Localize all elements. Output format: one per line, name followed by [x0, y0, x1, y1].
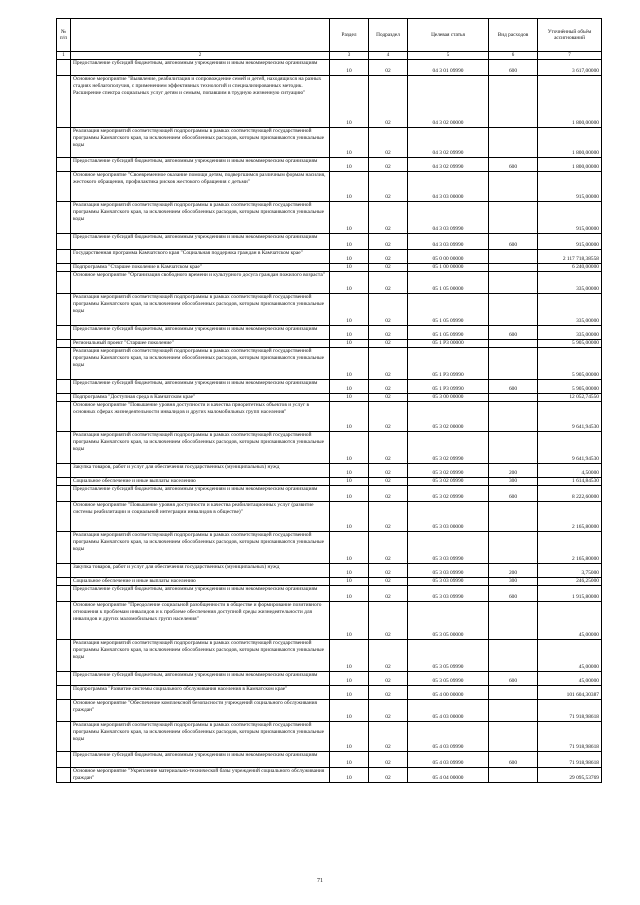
- row-subsection-cell: 02: [369, 272, 408, 294]
- row-expense-cell: 600: [489, 672, 538, 686]
- row-amount-cell: 335,00000: [538, 326, 602, 340]
- row-target-cell: 05 3 03 09990: [408, 578, 489, 586]
- row-name-cell: Предоставление субсидий бюджетным, автономным учреждениям и иным некоммерческим организациям: [71, 672, 330, 686]
- table-row: [57, 502, 602, 532]
- row-num-cell: [57, 202, 71, 234]
- row-target-cell: 05 1 P3 09990: [408, 380, 489, 394]
- col-num-3: 3: [330, 52, 369, 60]
- row-amount-cell: 45,00000: [538, 640, 602, 672]
- row-subsection-cell: 02: [369, 586, 408, 602]
- row-expense-cell: 600: [489, 752, 538, 768]
- row-num-cell: [57, 294, 71, 326]
- row-amount-cell: 5 905,00000: [538, 348, 602, 380]
- row-target-cell: 05 3 03 00000: [408, 502, 489, 532]
- row-target-cell: 05 3 05 00000: [408, 602, 489, 640]
- row-num-cell: [57, 326, 71, 340]
- table-row: [57, 264, 602, 272]
- row-name-cell: Предоставление субсидий бюджетным, автономным учреждениям и иным некоммерческим организациям: [71, 234, 330, 250]
- row-subsection-cell: 02: [369, 348, 408, 380]
- row-expense-cell: 600: [489, 158, 538, 172]
- header-amount: Уточнённый объём ассигнований: [538, 19, 602, 52]
- row-section-cell: 10: [330, 486, 369, 502]
- table-row: [57, 672, 602, 686]
- row-subsection-cell: 02: [369, 640, 408, 672]
- row-section-cell: 10: [330, 348, 369, 380]
- row-target-cell: 05 3 02 09990: [408, 432, 489, 464]
- table-row: [57, 686, 602, 700]
- row-subsection-cell: 02: [369, 60, 408, 76]
- row-num-cell: [57, 272, 71, 294]
- row-amount-cell: 4,50000: [538, 464, 602, 478]
- row-target-cell: 05 3 03 09990: [408, 564, 489, 578]
- row-section-cell: 10: [330, 272, 369, 294]
- row-subsection-cell: 02: [369, 394, 408, 402]
- row-target-cell: 04 3 02 00000: [408, 76, 489, 128]
- row-subsection-cell: 02: [369, 250, 408, 264]
- row-target-cell: 05 4 03 09990: [408, 752, 489, 768]
- column-number-row: [57, 52, 602, 60]
- row-section-cell: 10: [330, 380, 369, 394]
- row-name-cell: Предоставление субсидий бюджетным, автономным учреждениям и иным некоммерческим организациям: [71, 326, 330, 340]
- row-subsection-cell: 02: [369, 202, 408, 234]
- table-row: [57, 722, 602, 752]
- row-name-cell: Реализация мероприятий соответствующей подпрограммы в рамках соответствующей государственной программы Камчатского края, за исключением обособленных расходов, которым присваиваются уникальные коды: [71, 202, 330, 234]
- row-expense-cell: [489, 250, 538, 264]
- table-row: [57, 700, 602, 722]
- row-section-cell: 10: [330, 172, 369, 202]
- row-section-cell: 10: [330, 686, 369, 700]
- row-subsection-cell: 02: [369, 380, 408, 394]
- row-subsection-cell: 02: [369, 294, 408, 326]
- table-row: [57, 602, 602, 640]
- row-section-cell: 10: [330, 432, 369, 464]
- table-row: [57, 128, 602, 158]
- row-num-cell: [57, 340, 71, 348]
- row-num-cell: [57, 478, 71, 486]
- row-name-cell: Предоставление субсидий бюджетным, автономным учреждениям и иным некоммерческим организациям: [71, 586, 330, 602]
- table-row: [57, 578, 602, 586]
- row-num-cell: [57, 348, 71, 380]
- row-expense-cell: [489, 432, 538, 464]
- row-subsection-cell: 02: [369, 686, 408, 700]
- row-subsection-cell: 02: [369, 340, 408, 348]
- row-num-cell: [57, 264, 71, 272]
- row-subsection-cell: 02: [369, 432, 408, 464]
- row-name-cell: Подпрограмма "Доступная среда в Камчатском крае": [71, 394, 330, 402]
- row-num-cell: [57, 250, 71, 264]
- row-name-cell: Региональный проект "Старшее поколение": [71, 340, 330, 348]
- row-num-cell: [57, 432, 71, 464]
- row-name-cell: Реализация мероприятий соответствующей подпрограммы в рамках соответствующей государственной программы Камчатского края, за исключением обособленных расходов, которым присваиваются уникальные коды: [71, 640, 330, 672]
- row-target-cell: 05 1 05 09990: [408, 294, 489, 326]
- row-num-cell: [57, 128, 71, 158]
- row-expense-cell: [489, 128, 538, 158]
- row-num-cell: [57, 60, 71, 76]
- row-num-cell: [57, 76, 71, 128]
- row-expense-cell: [489, 722, 538, 752]
- row-num-cell: [57, 402, 71, 432]
- table-row: [57, 532, 602, 564]
- row-subsection-cell: 02: [369, 128, 408, 158]
- row-amount-cell: 2 165,80000: [538, 502, 602, 532]
- row-section-cell: 10: [330, 234, 369, 250]
- row-name-cell: Предоставление субсидий бюджетным, автономным учреждениям и иным некоммерческим организациям: [71, 158, 330, 172]
- row-amount-cell: 1 800,00000: [538, 76, 602, 128]
- row-expense-cell: [489, 402, 538, 432]
- row-section-cell: 10: [330, 672, 369, 686]
- row-target-cell: 05 1 05 00000: [408, 272, 489, 294]
- row-expense-cell: 600: [489, 380, 538, 394]
- row-section-cell: 10: [330, 264, 369, 272]
- row-section-cell: 10: [330, 158, 369, 172]
- table-row: [57, 402, 602, 432]
- row-amount-cell: 2 117 718,38558: [538, 250, 602, 264]
- row-amount-cell: 1 915,80000: [538, 586, 602, 602]
- row-name-cell: Закупка товаров, работ и услуг для обеспечения государственных (муниципальных) нужд: [71, 464, 330, 478]
- row-target-cell: 05 3 03 09990: [408, 532, 489, 564]
- row-num-cell: [57, 486, 71, 502]
- table-row: [57, 752, 602, 768]
- row-subsection-cell: 02: [369, 172, 408, 202]
- row-num-cell: [57, 586, 71, 602]
- row-num-cell: [57, 172, 71, 202]
- row-target-cell: 04 3 02 09990: [408, 128, 489, 158]
- row-num-cell: [57, 502, 71, 532]
- row-expense-cell: 200: [489, 564, 538, 578]
- row-target-cell: 05 1 00 00000: [408, 264, 489, 272]
- row-amount-cell: 71 918,98618: [538, 700, 602, 722]
- row-num-cell: [57, 394, 71, 402]
- table-row: [57, 234, 602, 250]
- row-name-cell: Подпрограмма "Развитие системы социального обслуживания населения в Камчатском крае": [71, 686, 330, 700]
- row-subsection-cell: 02: [369, 578, 408, 586]
- row-expense-cell: [489, 686, 538, 700]
- table-row: [57, 272, 602, 294]
- row-section-cell: 10: [330, 464, 369, 478]
- row-target-cell: 05 1 P3 00000: [408, 340, 489, 348]
- row-amount-cell: 9 641,94530: [538, 402, 602, 432]
- row-subsection-cell: 02: [369, 672, 408, 686]
- row-target-cell: 04 3 03 09990: [408, 234, 489, 250]
- row-num-cell: [57, 672, 71, 686]
- row-expense-cell: 600: [489, 326, 538, 340]
- row-num-cell: [57, 768, 71, 783]
- row-amount-cell: 1 800,00000: [538, 158, 602, 172]
- table-header-row: [57, 19, 602, 52]
- row-section-cell: 10: [330, 564, 369, 578]
- row-name-cell: Реализация мероприятий соответствующей подпрограммы в рамках соответствующей государственной программы Камчатского края, за исключением обособленных расходов, которым присваиваются уникальные коды: [71, 532, 330, 564]
- table-row: [57, 60, 602, 76]
- row-subsection-cell: 02: [369, 234, 408, 250]
- row-expense-cell: 600: [489, 586, 538, 602]
- row-expense-cell: [489, 172, 538, 202]
- table-row: [57, 76, 602, 128]
- row-num-cell: [57, 722, 71, 752]
- table-row: [57, 340, 602, 348]
- row-name-cell: Реализация мероприятий соответствующей подпрограммы в рамках соответствующей государственной программы Камчатского края, за исключением обособленных расходов, которым присваиваются уникальные коды: [71, 294, 330, 326]
- row-name-cell: Основное мероприятие "Своевременное оказание помощи детям, подвергшимся различным формам насилия, жестокого обращения, профилактика рисков жестокого обращения с детьми": [71, 172, 330, 202]
- row-expense-cell: [489, 202, 538, 234]
- row-expense-cell: [489, 272, 538, 294]
- row-target-cell: 05 3 00 00000: [408, 394, 489, 402]
- row-target-cell: 04 3 02 09990: [408, 158, 489, 172]
- col-num-1: 1: [57, 52, 71, 60]
- header-section: Раздел: [330, 19, 369, 52]
- table-row: [57, 326, 602, 340]
- row-subsection-cell: 02: [369, 326, 408, 340]
- table-row: [57, 768, 602, 783]
- col-num-2: 2: [71, 52, 330, 60]
- row-subsection-cell: 02: [369, 700, 408, 722]
- table-row: [57, 380, 602, 394]
- row-target-cell: 05 4 00 00000: [408, 686, 489, 700]
- row-expense-cell: 300: [489, 578, 538, 586]
- row-num-cell: [57, 380, 71, 394]
- col-num-5: 5: [408, 52, 489, 60]
- row-target-cell: 05 0 00 00000: [408, 250, 489, 264]
- row-target-cell: 05 3 03 09990: [408, 586, 489, 602]
- table-row: [57, 478, 602, 486]
- row-amount-cell: 6 240,00000: [538, 264, 602, 272]
- row-expense-cell: [489, 264, 538, 272]
- row-section-cell: 10: [330, 752, 369, 768]
- row-subsection-cell: 02: [369, 752, 408, 768]
- row-subsection-cell: 02: [369, 158, 408, 172]
- row-name-cell: Закупка товаров, работ и услуг для обеспечения государственных (муниципальных) нужд: [71, 564, 330, 578]
- row-amount-cell: 915,00000: [538, 202, 602, 234]
- row-target-cell: 04 3 03 09990: [408, 202, 489, 234]
- table-row: [57, 294, 602, 326]
- row-section-cell: 10: [330, 700, 369, 722]
- row-expense-cell: 600: [489, 486, 538, 502]
- row-section-cell: 10: [330, 722, 369, 752]
- row-section-cell: 10: [330, 768, 369, 783]
- row-amount-cell: 3 617,00000: [538, 60, 602, 76]
- row-expense-cell: [489, 76, 538, 128]
- row-section-cell: 10: [330, 602, 369, 640]
- row-amount-cell: 1 614,84530: [538, 478, 602, 486]
- row-amount-cell: 915,00000: [538, 234, 602, 250]
- row-amount-cell: 45,00000: [538, 672, 602, 686]
- table-row: [57, 486, 602, 502]
- row-num-cell: [57, 700, 71, 722]
- row-name-cell: Реализация мероприятий соответствующей подпрограммы в рамках соответствующей государственной программы Камчатского края, за исключением обособленных расходов, которым присваиваются уникальные коды: [71, 432, 330, 464]
- row-amount-cell: 2 165,80000: [538, 532, 602, 564]
- header-subsection: Подраздел: [369, 19, 408, 52]
- row-expense-cell: [489, 294, 538, 326]
- row-subsection-cell: 02: [369, 532, 408, 564]
- row-expense-cell: 300: [489, 478, 538, 486]
- table-row: [57, 640, 602, 672]
- row-amount-cell: 45,00000: [538, 602, 602, 640]
- row-section-cell: 10: [330, 394, 369, 402]
- row-target-cell: 05 3 02 09990: [408, 478, 489, 486]
- row-section-cell: 10: [330, 294, 369, 326]
- row-name-cell: Реализация мероприятий соответствующей подпрограммы в рамках соответствующей государственной программы Камчатского края, за исключением обособленных расходов, которым присваиваются уникальные коды: [71, 722, 330, 752]
- row-name-cell: Основное мероприятие "Обеспечение комплексной безопасности учреждений социального обслуживания граждан": [71, 700, 330, 722]
- row-name-cell: Основное мероприятие "Повышение уровня доступности и качества реабилитационных услуг (развитие системы реабилитации и социальной интеграции инвалидов в обществе)": [71, 502, 330, 532]
- row-name-cell: Основное мероприятие "Повышение уровня доступности и качества приоритетных объектов и услуг в основных сферах жизнедеятельности инвалидов и других маломобильных групп населения": [71, 402, 330, 432]
- row-subsection-cell: 02: [369, 464, 408, 478]
- row-name-cell: Реализация мероприятий соответствующей подпрограммы в рамках соответствующей государственной программы Камчатского края, за исключением обособленных расходов, которым присваиваются уникальные коды: [71, 128, 330, 158]
- row-subsection-cell: 02: [369, 402, 408, 432]
- row-num-cell: [57, 752, 71, 768]
- row-amount-cell: 3,75000: [538, 564, 602, 578]
- row-expense-cell: [489, 602, 538, 640]
- row-subsection-cell: 02: [369, 502, 408, 532]
- row-name-cell: Основное мероприятие "Выявление, реабилитация и сопровождение семей и детей, находящихся на разных стадиях неблагополучия, с применением эффективных технологий и специализированных методик. Расширение спектра социальных услуг детям и семьям, попавшим в трудную жизненную ситуацию": [71, 76, 330, 128]
- header-target: Целевая статья: [408, 19, 489, 52]
- row-name-cell: Предоставление субсидий бюджетным, автономным учреждениям и иным некоммерческим организациям: [71, 486, 330, 502]
- row-name-cell: Основное мероприятие "Организация свободного времени и культурного досуга граждан пожилого возраста": [71, 272, 330, 294]
- table-row: [57, 250, 602, 264]
- row-amount-cell: 71 918,98618: [538, 722, 602, 752]
- row-section-cell: 10: [330, 76, 369, 128]
- row-amount-cell: 335,00000: [538, 272, 602, 294]
- row-num-cell: [57, 464, 71, 478]
- row-target-cell: 05 4 03 00000: [408, 700, 489, 722]
- table-row: [57, 586, 602, 602]
- row-name-cell: Предоставление субсидий бюджетным, автономным учреждениям и иным некоммерческим организациям: [71, 60, 330, 76]
- row-num-cell: [57, 686, 71, 700]
- row-expense-cell: [489, 502, 538, 532]
- table-row: [57, 432, 602, 464]
- row-target-cell: 05 3 02 09990: [408, 464, 489, 478]
- row-name-cell: Основное мероприятие "Преодоление социальной разобщенности в обществе и формирование позитивного отношения к проблемам инвалидов и к проблеме обеспечения доступной среды жизнедеятельности для инвалидов и других маломобильных групп населения": [71, 602, 330, 640]
- row-subsection-cell: 02: [369, 564, 408, 578]
- row-amount-cell: 915,00000: [538, 172, 602, 202]
- row-subsection-cell: 02: [369, 768, 408, 783]
- row-section-cell: 10: [330, 340, 369, 348]
- row-num-cell: [57, 564, 71, 578]
- row-name-cell: Социальное обеспечение и иные выплаты населению: [71, 478, 330, 486]
- row-target-cell: 04 3 01 09990: [408, 60, 489, 76]
- row-subsection-cell: 02: [369, 722, 408, 752]
- row-num-cell: [57, 532, 71, 564]
- col-num-7: 7: [538, 52, 602, 60]
- header-name: [71, 19, 330, 52]
- row-section-cell: 10: [330, 578, 369, 586]
- row-expense-cell: 200: [489, 464, 538, 478]
- row-amount-cell: 8 222,60000: [538, 486, 602, 502]
- row-expense-cell: [489, 394, 538, 402]
- row-section-cell: 10: [330, 60, 369, 76]
- row-section-cell: 10: [330, 250, 369, 264]
- row-name-cell: Подпрограмма "Старшее поколение в Камчатском крае": [71, 264, 330, 272]
- row-name-cell: Социальное обеспечение и иные выплаты населению: [71, 578, 330, 586]
- row-target-cell: 05 4 04 00000: [408, 768, 489, 783]
- col-num-6: 6: [489, 52, 538, 60]
- row-num-cell: [57, 602, 71, 640]
- table-row: [57, 202, 602, 234]
- row-section-cell: 10: [330, 402, 369, 432]
- header-num: № п/п: [57, 19, 71, 52]
- row-expense-cell: 600: [489, 60, 538, 76]
- row-amount-cell: 9 641,94530: [538, 432, 602, 464]
- row-target-cell: 05 3 02 00000: [408, 402, 489, 432]
- row-section-cell: 10: [330, 202, 369, 234]
- row-amount-cell: 29 095,53769: [538, 768, 602, 783]
- row-name-cell: Предоставление субсидий бюджетным, автономным учреждениям и иным некоммерческим организациям: [71, 380, 330, 394]
- row-amount-cell: 101 604,30387: [538, 686, 602, 700]
- table-row: [57, 464, 602, 478]
- row-target-cell: 05 4 03 09990: [408, 722, 489, 752]
- table-row: [57, 394, 602, 402]
- table-row: [57, 158, 602, 172]
- row-amount-cell: 1 800,00000: [538, 128, 602, 158]
- row-amount-cell: 71 918,98618: [538, 752, 602, 768]
- row-subsection-cell: 02: [369, 486, 408, 502]
- row-expense-cell: [489, 640, 538, 672]
- table-row: [57, 172, 602, 202]
- row-expense-cell: [489, 340, 538, 348]
- row-section-cell: 10: [330, 640, 369, 672]
- row-expense-cell: [489, 700, 538, 722]
- row-name-cell: Реализация мероприятий соответствующей подпрограммы в рамках соответствующей государственной программы Камчатского края, за исключением обособленных расходов, которым присваиваются уникальные коды: [71, 348, 330, 380]
- row-subsection-cell: 02: [369, 76, 408, 128]
- row-target-cell: 04 3 03 00000: [408, 172, 489, 202]
- row-amount-cell: 5 905,00000: [538, 340, 602, 348]
- row-subsection-cell: 02: [369, 478, 408, 486]
- row-section-cell: 10: [330, 532, 369, 564]
- header-expense: Вид расходов: [489, 19, 538, 52]
- row-target-cell: 05 3 05 09990: [408, 672, 489, 686]
- row-num-cell: [57, 158, 71, 172]
- row-target-cell: 05 3 02 09990: [408, 486, 489, 502]
- row-subsection-cell: 02: [369, 264, 408, 272]
- row-target-cell: 05 1 05 09990: [408, 326, 489, 340]
- row-num-cell: [57, 578, 71, 586]
- row-num-cell: [57, 640, 71, 672]
- row-section-cell: 10: [330, 586, 369, 602]
- row-section-cell: 10: [330, 326, 369, 340]
- page-number: 71: [317, 878, 323, 884]
- row-section-cell: 10: [330, 128, 369, 158]
- row-amount-cell: 335,00000: [538, 294, 602, 326]
- row-section-cell: 10: [330, 502, 369, 532]
- row-amount-cell: 246,25000: [538, 578, 602, 586]
- table-row: [57, 564, 602, 578]
- row-expense-cell: [489, 348, 538, 380]
- row-num-cell: [57, 234, 71, 250]
- table-row: [57, 348, 602, 380]
- row-target-cell: 05 3 05 09990: [408, 640, 489, 672]
- budget-table: [56, 18, 602, 783]
- row-subsection-cell: 02: [369, 602, 408, 640]
- row-amount-cell: 12 052,74550: [538, 394, 602, 402]
- row-expense-cell: [489, 532, 538, 564]
- row-expense-cell: 600: [489, 234, 538, 250]
- row-section-cell: 10: [330, 478, 369, 486]
- row-expense-cell: [489, 768, 538, 783]
- row-amount-cell: 5 905,00000: [538, 380, 602, 394]
- row-target-cell: 05 1 P3 09990: [408, 348, 489, 380]
- row-name-cell: Основное мероприятие "Укрепление материально-технической базы учреждений социального обслуживания граждан": [71, 768, 330, 783]
- table-body: [57, 60, 602, 783]
- row-name-cell: Государственная программа Камчатского края "Социальная поддержка граждан в Камчатском крае": [71, 250, 330, 264]
- col-num-4: 4: [369, 52, 408, 60]
- row-name-cell: Предоставление субсидий бюджетным, автономным учреждениям и иным некоммерческим организациям: [71, 752, 330, 768]
